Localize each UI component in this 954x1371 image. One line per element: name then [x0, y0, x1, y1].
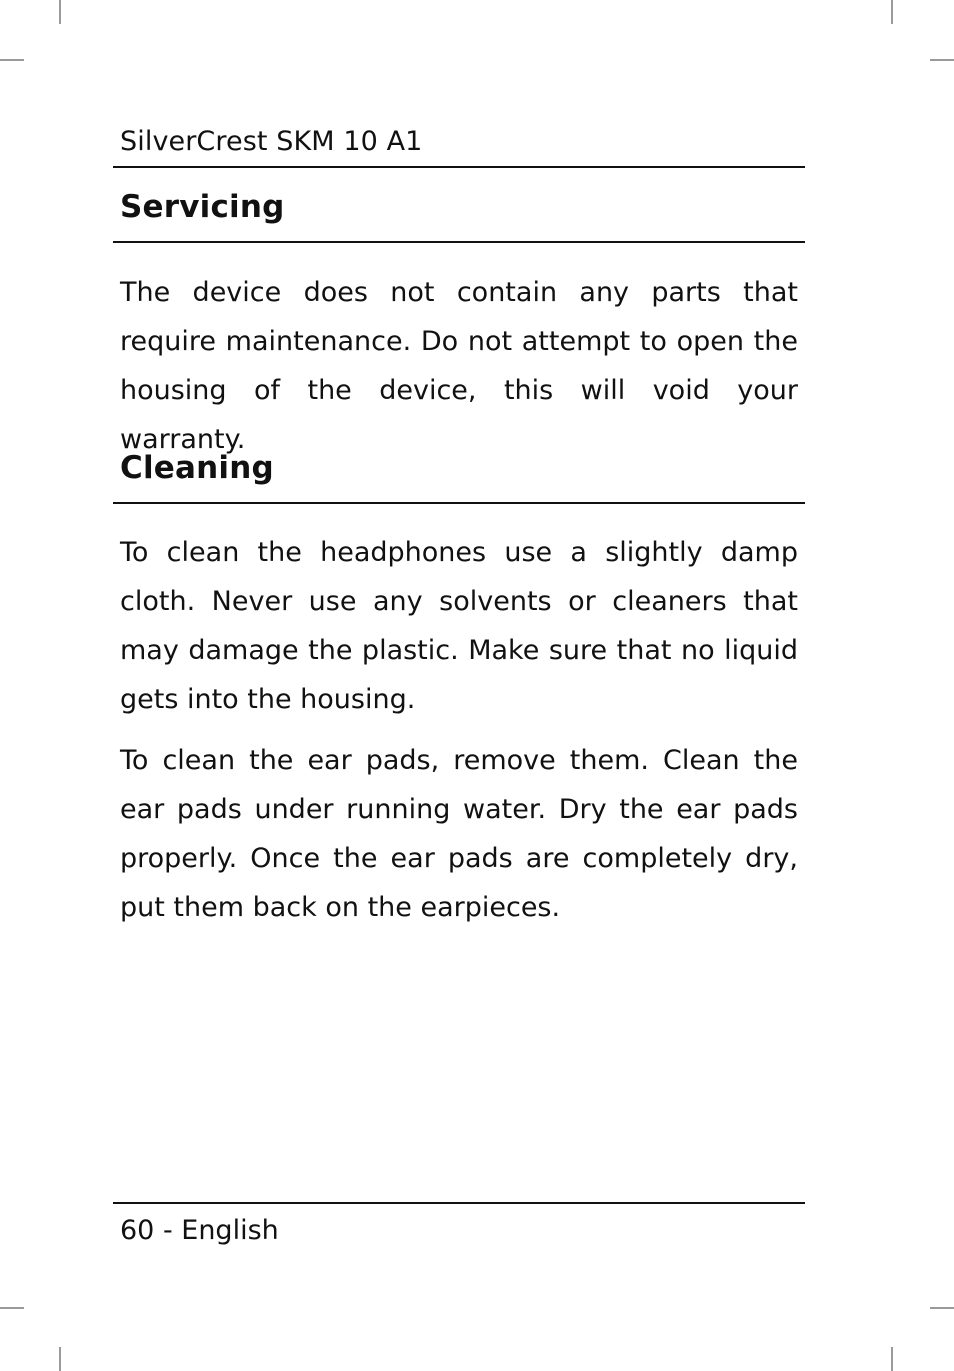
crop-mark-top-left-h — [0, 59, 24, 61]
paragraph-cleaning-1: To clean the headphones use a slightly damp cloth. Never use any solvents or cleaners that may damage the plastic. Make sure that no liquid gets into the housing. — [120, 537, 798, 715]
footer-rule — [113, 1202, 805, 1204]
section-title-cleaning: Cleaning — [120, 450, 274, 486]
section-title-servicing: Servicing — [120, 189, 285, 225]
crop-mark-bottom-left — [59, 1347, 61, 1371]
crop-mark-top-left — [59, 0, 61, 24]
page-number: 60 - English — [120, 1215, 279, 1246]
section-rule-servicing — [113, 241, 805, 243]
crop-mark-top-right — [891, 0, 893, 24]
paragraph-cleaning-2: To clean the ear pads, remove them. Clean the ear pads under running water. Dry the ear pads properly. Once the ear pads are completely dry, put them back on the earpieces. — [120, 745, 798, 923]
crop-mark-bottom-left-h — [0, 1307, 24, 1309]
running-header: SilverCrest SKM 10 A1 — [120, 126, 423, 157]
header-rule — [113, 166, 805, 168]
crop-mark-top-right-h — [930, 59, 954, 61]
crop-mark-bottom-right-h — [930, 1307, 954, 1309]
paragraph-servicing: The device does not contain any parts that require maintenance. Do not attempt to open the housing of the device, this will void your warranty. — [120, 277, 798, 455]
section-rule-cleaning — [113, 502, 805, 504]
manual-page — [113, 0, 805, 1371]
crop-mark-bottom-right — [891, 1347, 893, 1371]
